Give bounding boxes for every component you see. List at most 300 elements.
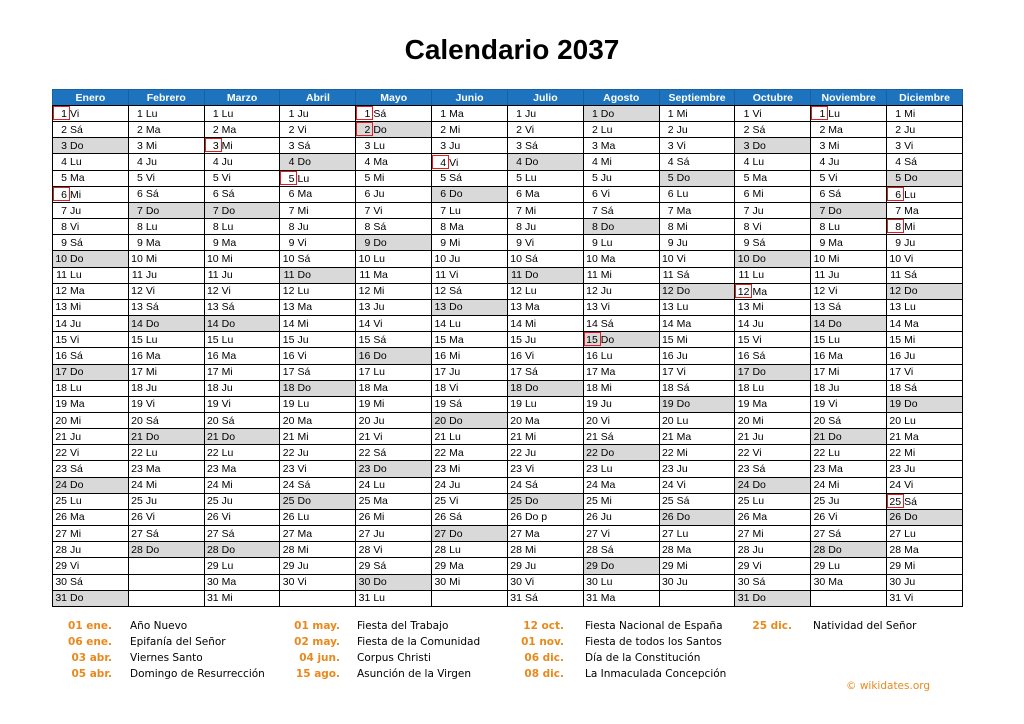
day-number: 9 xyxy=(895,236,902,249)
day-cell xyxy=(53,186,129,202)
day-number: 28 xyxy=(737,543,750,556)
day-number: 12 xyxy=(661,285,674,298)
day-cell xyxy=(128,122,204,138)
weekday-label: Ju xyxy=(221,495,233,508)
day-cell xyxy=(280,542,356,558)
day-number: 7 xyxy=(516,204,522,217)
day-cell xyxy=(659,202,735,218)
day-cell xyxy=(811,429,887,445)
weekday-label: Ma xyxy=(524,527,540,540)
day-cell xyxy=(53,412,129,428)
weekday-label: Mi xyxy=(373,172,385,185)
day-number: 22 xyxy=(586,446,598,459)
weekday-label: Mi xyxy=(70,301,82,314)
day-number: 9 xyxy=(364,236,371,249)
day-number: 19 xyxy=(131,398,143,411)
day-cell xyxy=(583,170,659,186)
weekday-label: Ma xyxy=(373,269,388,282)
weekday-label: Do xyxy=(676,511,691,524)
day-cell xyxy=(356,106,432,122)
weekday-label: Lu xyxy=(904,301,916,314)
day-cell xyxy=(432,219,508,235)
day-number: 14 xyxy=(813,317,826,330)
weekday-label: Vi xyxy=(600,527,610,540)
day-number: 29 xyxy=(206,559,219,572)
day-cell xyxy=(204,138,280,154)
day-number: 25 xyxy=(586,495,598,508)
day-cell xyxy=(887,283,963,299)
weekday-label: Do xyxy=(828,430,842,443)
weekday-label: Vi xyxy=(221,285,231,298)
weekday-label: Sá xyxy=(297,366,311,379)
weekday-label: Ma xyxy=(70,398,85,411)
weekday-label: Vi xyxy=(449,382,459,395)
day-number: 13 xyxy=(510,301,522,314)
weekday-label: Vi xyxy=(600,414,610,427)
day-number: 30 xyxy=(282,576,295,589)
day-number: 1 xyxy=(811,106,828,120)
weekday-label: Lu xyxy=(600,123,613,136)
day-cell xyxy=(811,461,887,477)
weekday-label: Do xyxy=(752,479,766,492)
day-number: 1 xyxy=(895,107,902,120)
day-cell xyxy=(659,267,735,283)
weekday-label: Mi xyxy=(828,252,840,265)
day-cell xyxy=(280,461,356,477)
day-cell xyxy=(280,445,356,461)
weekday-label: Ju xyxy=(524,333,537,346)
day-cell xyxy=(583,429,659,445)
weekday-label: Mi xyxy=(676,446,688,459)
day-number: 26 xyxy=(434,511,447,524)
day-cell xyxy=(204,202,280,218)
day-number: 29 xyxy=(661,559,674,572)
day-cell xyxy=(204,106,280,122)
day-number: 24 xyxy=(586,479,598,492)
day-number: 17 xyxy=(586,366,598,379)
day-cell xyxy=(280,332,356,348)
day-cell xyxy=(659,122,735,138)
weekday-label: Lu xyxy=(221,446,234,459)
day-cell xyxy=(280,396,356,412)
day-cell xyxy=(356,509,432,525)
day-number: 22 xyxy=(661,446,674,459)
day-number: 11 xyxy=(283,269,295,282)
day-number: 4 xyxy=(743,156,750,169)
day-number: 2 xyxy=(895,123,902,136)
day-row xyxy=(53,332,963,348)
weekday-label: Ma xyxy=(752,172,768,185)
day-cell xyxy=(432,526,508,542)
day-number: 25 xyxy=(510,495,522,508)
day-cell xyxy=(204,348,280,364)
day-number: 19 xyxy=(661,398,674,411)
day-cell xyxy=(811,235,887,251)
weekday-label: Lu xyxy=(145,107,158,120)
weekday-label: Ma xyxy=(373,495,388,508)
month-header: Julio xyxy=(507,90,583,106)
weekday-label: Mi xyxy=(449,236,461,249)
day-cell xyxy=(583,154,659,170)
day-cell xyxy=(811,509,887,525)
day-number: 3 xyxy=(440,139,447,152)
weekday-label: Ma xyxy=(221,463,237,476)
day-cell xyxy=(887,106,963,122)
day-cell xyxy=(356,493,432,509)
day-cell xyxy=(659,574,735,590)
weekday-label: Ma xyxy=(449,559,464,572)
day-row xyxy=(53,235,963,251)
weekday-label: Vi xyxy=(524,576,535,589)
day-number: 16 xyxy=(661,349,674,362)
weekday-label: Lu xyxy=(70,269,82,282)
weekday-label: Ju xyxy=(373,301,385,314)
day-cell xyxy=(659,412,735,428)
weekday-label: Mi xyxy=(449,463,461,476)
day-cell xyxy=(204,316,280,332)
weekday-label: Vi xyxy=(828,285,838,298)
weekday-label: Ma xyxy=(676,317,692,330)
weekday-label: Sá xyxy=(373,559,387,572)
day-cell xyxy=(356,461,432,477)
day-number: 20 xyxy=(889,414,902,427)
day-cell xyxy=(887,364,963,380)
day-number: 8 xyxy=(136,220,143,233)
day-cell xyxy=(887,574,963,590)
day-number: 11 xyxy=(586,269,598,282)
day-cell xyxy=(507,477,583,493)
day-number: 20 xyxy=(510,414,522,427)
day-cell xyxy=(811,267,887,283)
weekday-label: Mi xyxy=(828,366,840,379)
weekday-label: Ma xyxy=(524,414,540,427)
weekday-label: Lu xyxy=(752,495,765,508)
weekday-label: Sá xyxy=(70,349,83,362)
weekday-label: Ma xyxy=(524,188,540,201)
day-cell xyxy=(583,412,659,428)
day-number: 7 xyxy=(61,204,67,217)
weekday-label: Ju xyxy=(676,576,688,589)
day-cell xyxy=(432,332,508,348)
weekday-label: Mi xyxy=(752,414,764,427)
weekday-label: Ma xyxy=(828,236,843,249)
day-number: 15 xyxy=(131,333,143,346)
day-cell xyxy=(811,574,887,590)
day-number: 6 xyxy=(364,188,371,201)
weekday-label: Ju xyxy=(752,204,764,217)
day-number: 25 xyxy=(434,495,447,508)
weekday-label: Mi xyxy=(828,479,840,492)
holiday-name: Fiesta de la Comunidad xyxy=(357,636,481,648)
day-row xyxy=(53,299,963,315)
day-cell xyxy=(811,348,887,364)
weekday-label: Ju xyxy=(676,463,688,476)
credit-link[interactable]: © wikidates.org xyxy=(846,680,931,692)
day-number: 27 xyxy=(55,527,67,540)
weekday-label: Vi xyxy=(221,398,231,411)
day-cell xyxy=(204,445,280,461)
day-number: 16 xyxy=(131,349,143,362)
day-number: 7 xyxy=(895,204,902,217)
day-cell xyxy=(811,219,887,235)
weekday-label: Mi xyxy=(676,107,688,120)
day-cell xyxy=(659,477,735,493)
weekday-label: Ju xyxy=(449,479,461,492)
day-cell xyxy=(356,219,432,235)
day-number: 29 xyxy=(586,559,598,572)
weekday-label: Ma xyxy=(145,123,161,136)
day-number: 22 xyxy=(813,446,826,459)
day-cell xyxy=(735,461,811,477)
day-number: 3 xyxy=(819,139,826,152)
day-cell xyxy=(507,283,583,299)
day-cell xyxy=(280,316,356,332)
day-number: 2 xyxy=(667,123,674,136)
day-number: 13 xyxy=(131,301,143,314)
day-number: 28 xyxy=(131,543,143,556)
weekday-label: Ma xyxy=(70,511,85,524)
day-number: 29 xyxy=(282,559,295,572)
day-cell xyxy=(507,332,583,348)
day-cell xyxy=(887,348,963,364)
day-number: 18 xyxy=(131,382,143,395)
weekday-label: Mi xyxy=(373,398,385,411)
weekday-label: Do xyxy=(449,188,463,201)
day-cell xyxy=(356,202,432,218)
day-row xyxy=(53,445,963,461)
weekday-label: Vi xyxy=(297,236,307,249)
day-number: 15 xyxy=(889,333,902,346)
day-cell xyxy=(280,138,356,154)
weekday-label: Vi xyxy=(676,479,686,492)
day-number: 11 xyxy=(56,269,67,282)
weekday-label: Do xyxy=(70,479,84,492)
weekday-label: Ju xyxy=(297,446,309,459)
day-cell xyxy=(128,202,204,218)
weekday-label: Mi xyxy=(70,527,82,540)
weekday-label: Sá xyxy=(524,479,538,492)
weekday-label: Lu xyxy=(676,414,689,427)
empty-cell xyxy=(659,590,735,606)
day-cell xyxy=(507,202,583,218)
day-cell xyxy=(507,493,583,509)
day-number: 21 xyxy=(510,430,522,443)
day-row xyxy=(53,219,963,235)
holiday-date: 01 may. xyxy=(294,620,340,632)
month-header: Febrero xyxy=(128,90,204,106)
holiday-name: La Inmaculada Concepción xyxy=(585,668,727,680)
day-cell xyxy=(128,299,204,315)
weekday-label: Ju xyxy=(297,107,309,120)
day-cell xyxy=(128,526,204,542)
weekday-label: Sá xyxy=(904,156,917,169)
day-number: 6 xyxy=(516,188,522,201)
day-number: 21 xyxy=(282,430,295,443)
day-number: 25 xyxy=(282,495,295,508)
day-number: 17 xyxy=(358,366,371,379)
weekday-label: Ma xyxy=(904,204,919,217)
day-number: 3 xyxy=(516,139,522,152)
day-cell xyxy=(659,429,735,445)
day-cell xyxy=(204,461,280,477)
day-cell xyxy=(53,380,129,396)
day-cell xyxy=(356,412,432,428)
day-number: 13 xyxy=(586,301,598,314)
day-cell xyxy=(887,461,963,477)
holiday-name: Fiesta del Trabajo xyxy=(357,620,449,632)
day-number: 19 xyxy=(586,398,598,411)
weekday-label: Sá xyxy=(373,446,387,459)
month-header: Junio xyxy=(432,90,508,106)
weekday-label: Mi xyxy=(600,156,612,169)
day-cell xyxy=(204,558,280,574)
day-number: 4 xyxy=(516,156,522,169)
day-cell xyxy=(204,219,280,235)
weekday-label: Sá xyxy=(449,511,462,524)
day-number: 6 xyxy=(743,188,750,201)
day-cell xyxy=(280,235,356,251)
day-number: 30 xyxy=(434,576,447,589)
empty-cell xyxy=(432,590,508,606)
day-cell xyxy=(280,154,356,170)
weekday-label: Sá xyxy=(145,527,159,540)
weekday-label: Mi xyxy=(828,139,840,152)
day-number: 19 xyxy=(55,398,67,411)
weekday-label: Do xyxy=(524,382,539,395)
weekday-label: Vi xyxy=(676,366,686,379)
day-number: 17 xyxy=(661,366,674,379)
day-cell xyxy=(432,542,508,558)
day-cell xyxy=(887,235,963,251)
weekday-label: Mi xyxy=(600,269,612,282)
day-number: 18 xyxy=(434,382,447,395)
weekday-label: Sá xyxy=(70,236,83,249)
weekday-label: Lu xyxy=(145,333,158,346)
day-number: 3 xyxy=(364,139,371,152)
day-number: 23 xyxy=(889,463,902,476)
month-header: Agosto xyxy=(583,90,659,106)
day-cell xyxy=(356,251,432,267)
weekday-label: Ma xyxy=(828,123,843,136)
weekday-label: Mi xyxy=(145,139,157,152)
weekday-label: Ju xyxy=(373,527,385,540)
weekday-label: Mi xyxy=(904,107,916,120)
weekday-label: Ju xyxy=(904,463,916,476)
day-number: 7 xyxy=(743,204,750,217)
weekday-label: Sá xyxy=(524,139,538,152)
weekday-label: Vi xyxy=(145,285,155,298)
day-cell xyxy=(583,106,659,122)
day-row xyxy=(53,138,963,154)
day-cell xyxy=(659,396,735,412)
weekday-label: Ma xyxy=(600,479,616,492)
weekday-label: Do xyxy=(373,349,387,362)
day-number: 19 xyxy=(813,398,826,411)
holiday-name: Año Nuevo xyxy=(130,620,188,632)
weekday-label: Mi xyxy=(297,543,309,556)
day-number: 15 xyxy=(661,333,674,346)
day-number: 2 xyxy=(288,123,295,136)
weekday-label: Sá xyxy=(70,123,83,136)
day-cell xyxy=(735,412,811,428)
day-cell xyxy=(507,590,583,606)
weekday-label: Lu xyxy=(70,156,82,169)
day-cell xyxy=(659,348,735,364)
day-number: 10 xyxy=(434,252,447,265)
day-cell xyxy=(735,219,811,235)
day-number: 21 xyxy=(55,430,67,443)
day-number: 31 xyxy=(206,592,219,605)
day-cell xyxy=(887,170,963,186)
day-number: 28 xyxy=(661,543,674,556)
weekday-label: Lu xyxy=(676,188,689,201)
day-cell xyxy=(204,154,280,170)
holiday-date: 02 may. xyxy=(294,636,340,648)
day-number: 10 xyxy=(55,252,67,265)
weekday-label: Ju xyxy=(221,269,233,282)
weekday-label: Ma xyxy=(373,382,388,395)
day-cell xyxy=(432,380,508,396)
day-cell xyxy=(887,267,963,283)
day-cell xyxy=(507,122,583,138)
day-cell xyxy=(53,526,129,542)
holiday-name: Fiesta de todos los Santos xyxy=(585,636,722,648)
day-cell xyxy=(128,412,204,428)
day-number: 11 xyxy=(207,269,219,282)
weekday-label: Mi xyxy=(145,252,157,265)
day-cell xyxy=(128,138,204,154)
day-number: 15 xyxy=(282,333,295,346)
day-number: 2 xyxy=(212,123,219,136)
day-number: 12 xyxy=(434,285,447,298)
weekday-label: Ju xyxy=(752,543,764,556)
holiday-date: 04 jun. xyxy=(299,652,340,664)
day-cell xyxy=(128,348,204,364)
day-number: 31 xyxy=(510,592,522,605)
day-number: 22 xyxy=(510,446,522,459)
day-number: 4 xyxy=(895,156,902,169)
day-row xyxy=(53,493,963,509)
weekday-label: Mi xyxy=(524,430,537,443)
day-number: 25 xyxy=(55,495,67,508)
day-number: 26 xyxy=(282,511,295,524)
day-cell xyxy=(128,235,204,251)
day-number: 10 xyxy=(358,252,371,265)
day-cell xyxy=(659,186,735,202)
day-cell xyxy=(432,574,508,590)
day-cell xyxy=(128,186,204,202)
day-number: 18 xyxy=(813,382,826,395)
day-number: 25 xyxy=(131,495,143,508)
day-number: 5 xyxy=(516,172,522,185)
day-number: 20 xyxy=(282,414,295,427)
day-cell xyxy=(583,251,659,267)
day-number: 26 xyxy=(206,511,219,524)
weekday-label: Ma xyxy=(752,511,768,524)
day-number: 17 xyxy=(813,366,826,379)
day-cell xyxy=(53,509,129,525)
day-cell xyxy=(811,106,887,122)
day-cell xyxy=(280,429,356,445)
weekday-label: Sá xyxy=(828,527,842,540)
day-number: 6 xyxy=(887,187,904,201)
day-cell xyxy=(583,299,659,315)
day-number: 6 xyxy=(288,188,295,201)
day-number: 23 xyxy=(510,463,522,476)
weekday-label: Sá xyxy=(221,527,235,540)
weekday-label: Vi xyxy=(752,559,762,572)
day-cell xyxy=(507,542,583,558)
